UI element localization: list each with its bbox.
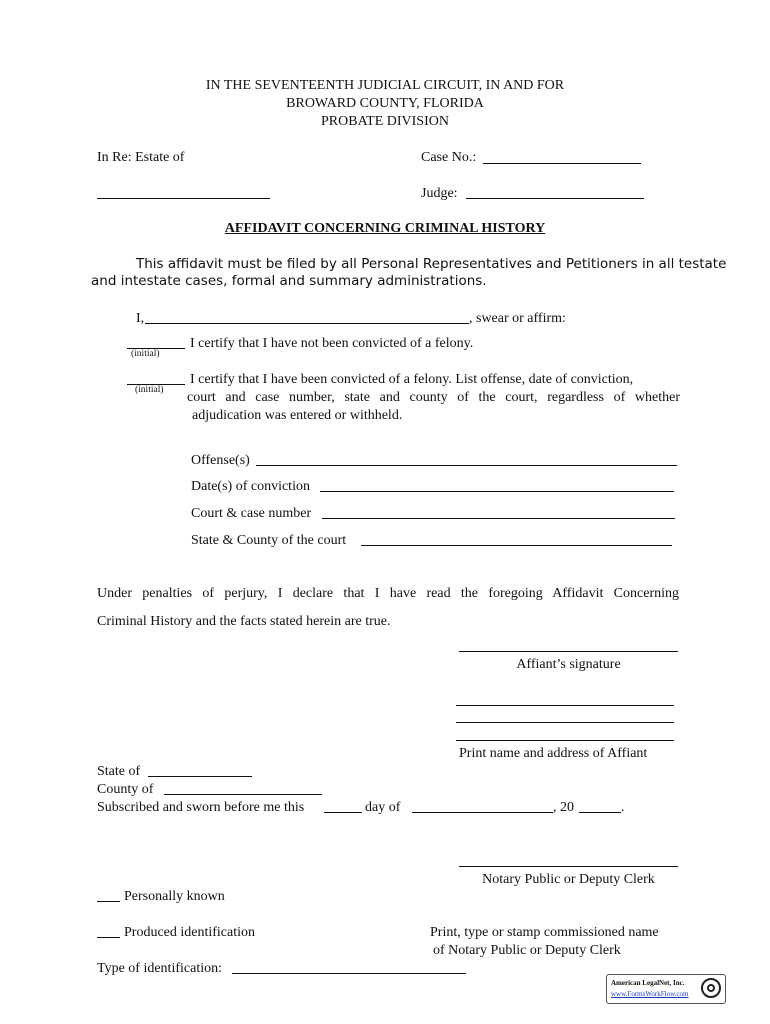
type-of-id-label: Type of identification: bbox=[97, 961, 222, 976]
seal-icon bbox=[701, 978, 721, 998]
state-county-court-field[interactable] bbox=[361, 545, 672, 546]
affiant-address-field-2[interactable] bbox=[456, 740, 674, 741]
intro-line1: This affidavit must be filed by all Personal Representatives and Petitioners in all testate bbox=[136, 256, 727, 272]
judge-label: Judge: bbox=[421, 186, 458, 201]
affiant-signature-field[interactable] bbox=[459, 651, 678, 652]
jurat-state-label: State of bbox=[97, 764, 141, 779]
affiant-name-field[interactable] bbox=[145, 323, 469, 324]
produced-id-label: Produced identification bbox=[124, 925, 256, 940]
jurat-day-of-label: day of bbox=[365, 800, 401, 815]
personally-known-label: Personally known bbox=[124, 889, 225, 904]
american-legalnet-logo bbox=[606, 974, 726, 1004]
offense-label: Offense(s) bbox=[191, 453, 250, 468]
not-convicted-statement: I certify that I have not been convicted of a felony. bbox=[190, 336, 474, 351]
jurat-state-field[interactable] bbox=[148, 776, 252, 777]
jurat-day-field[interactable] bbox=[324, 812, 362, 813]
notary-signature-field[interactable] bbox=[459, 866, 678, 867]
case-no-field[interactable] bbox=[483, 163, 641, 164]
initial-label-1: (initial) bbox=[131, 349, 160, 359]
jurat-county-field[interactable] bbox=[164, 794, 322, 795]
judge-field[interactable] bbox=[466, 198, 644, 199]
convicted-statement-line2: court and case number, state and county of the court, regardless of whether bbox=[187, 390, 680, 405]
court-header-line2: BROWARD COUNTY, FLORIDA bbox=[286, 96, 484, 111]
convicted-statement-line3: adjudication was entered or withheld. bbox=[192, 408, 403, 423]
jurat-subscribed-label: Subscribed and sworn before me this bbox=[97, 800, 305, 815]
notary-title-label: Notary Public or Deputy Clerk bbox=[482, 872, 655, 887]
print-name-address-label: Print name and address of Affiant bbox=[459, 746, 648, 761]
declaration-line1: Under penalties of perjury, I declare that I have read the foregoing Affidavit Concerning bbox=[97, 586, 679, 601]
produced-id-field[interactable] bbox=[97, 937, 120, 938]
estate-name-field[interactable] bbox=[97, 198, 270, 199]
court-case-field[interactable] bbox=[322, 518, 675, 519]
offense-field[interactable] bbox=[256, 465, 677, 466]
affiant-name-print-field[interactable] bbox=[456, 705, 674, 706]
notary-print-name-line2: of Notary Public or Deputy Clerk bbox=[433, 943, 621, 958]
swear-prefix: I, bbox=[136, 311, 145, 326]
case-no-label: Case No.: bbox=[421, 150, 477, 165]
personally-known-field[interactable] bbox=[97, 901, 120, 902]
court-header-line1: IN THE SEVENTEENTH JUDICIAL CIRCUIT, IN AND FOR bbox=[205, 78, 565, 93]
affiant-signature-label: Affiant’s signature bbox=[516, 657, 621, 672]
jurat-year-prefix: , 20 bbox=[553, 800, 574, 815]
convicted-statement-line1: I certify that I have been convicted of a felony. List offense, date of conviction, bbox=[190, 372, 634, 387]
jurat-year-suffix: . bbox=[621, 800, 625, 815]
type-of-id-field[interactable] bbox=[232, 973, 466, 974]
logo-url-link[interactable]: www.FormsWorkFlow.com bbox=[611, 990, 689, 998]
intro-line2: and intestate cases, formal and summary administrations. bbox=[91, 273, 487, 289]
state-county-court-label: State & County of the court bbox=[191, 533, 347, 548]
jurat-year-field[interactable] bbox=[579, 812, 621, 813]
affiant-address-field-1[interactable] bbox=[456, 722, 674, 723]
in-re-estate-label: In Re: Estate of bbox=[97, 150, 185, 165]
jurat-month-field[interactable] bbox=[412, 812, 553, 813]
notary-print-name-line1: Print, type or stamp commissioned name bbox=[430, 925, 659, 940]
jurat-county-label: County of bbox=[97, 782, 154, 797]
declaration-line2: Criminal History and the facts stated herein are true. bbox=[97, 614, 391, 629]
conviction-date-field[interactable] bbox=[320, 491, 674, 492]
court-header-line3: PROBATE DIVISION bbox=[321, 114, 449, 129]
swear-suffix: , swear or affirm: bbox=[469, 311, 566, 326]
logo-company-name: American LegalNet, Inc. bbox=[611, 979, 685, 987]
initial-label-2: (initial) bbox=[135, 385, 164, 395]
document-title: AFFIDAVIT CONCERNING CRIMINAL HISTORY bbox=[224, 221, 546, 236]
court-case-label: Court & case number bbox=[191, 506, 312, 521]
conviction-date-label: Date(s) of conviction bbox=[191, 479, 310, 494]
